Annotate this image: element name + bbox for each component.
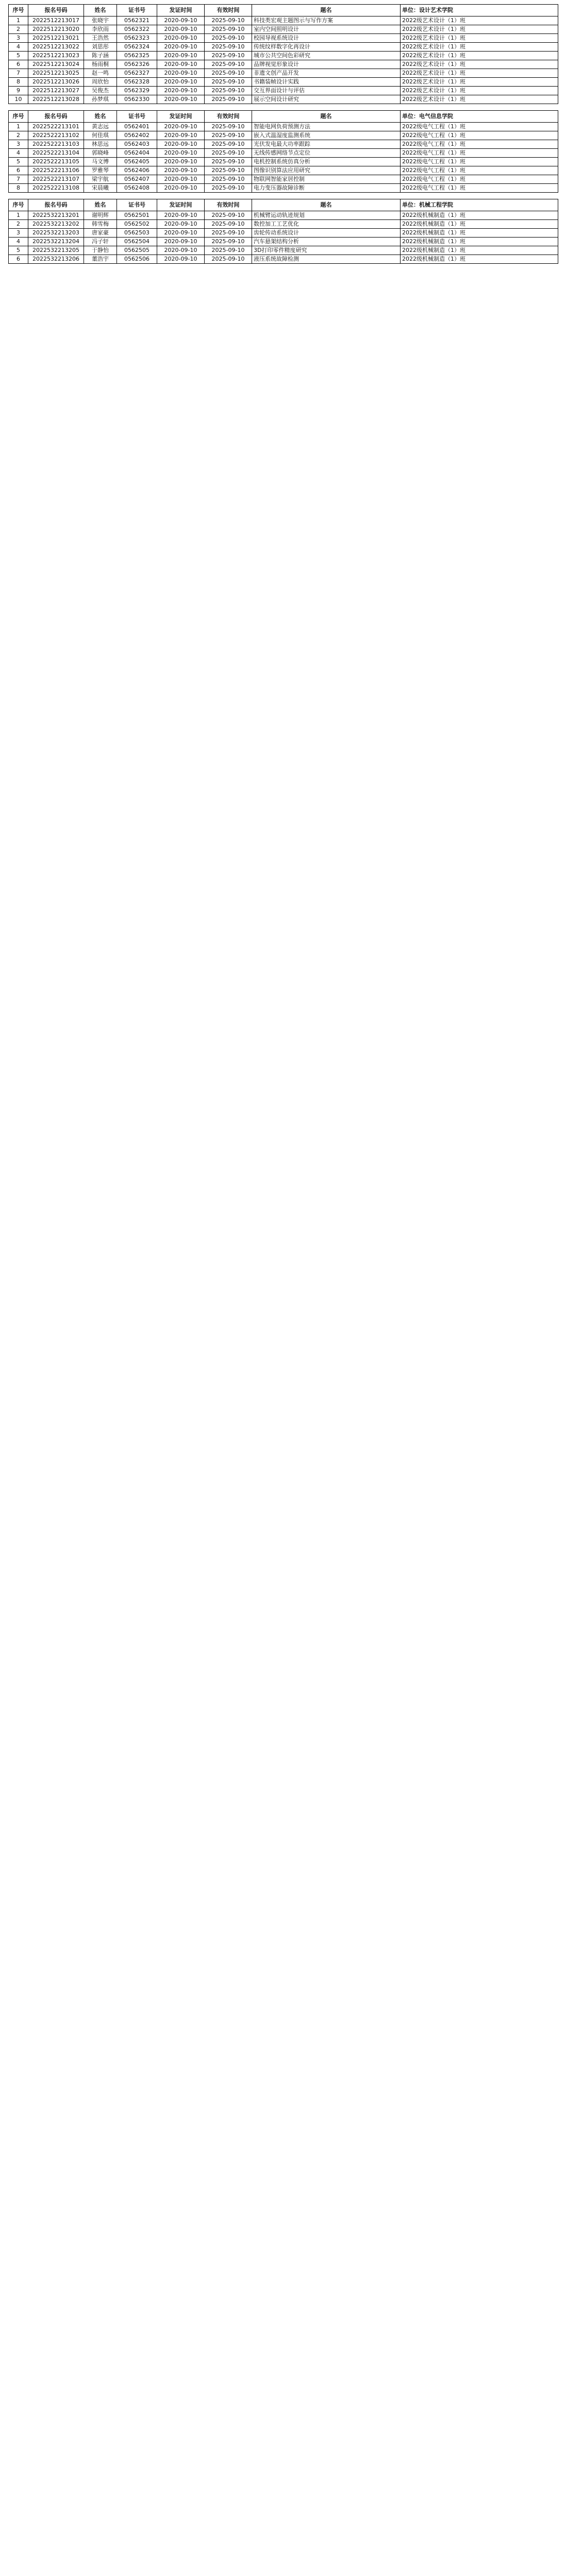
- table-cell: 0562505: [117, 246, 157, 255]
- table-cell: 2022级电气工程（1）班: [401, 123, 558, 131]
- table-cell: 林思远: [84, 140, 117, 149]
- table-cell: 2022级电气工程（1）班: [401, 131, 558, 140]
- table-cell: 2022级电气工程（1）班: [401, 149, 558, 158]
- column-header-valid: 有效时间: [205, 5, 252, 16]
- table-cell: 0562402: [117, 131, 157, 140]
- table-cell: 0562323: [117, 34, 157, 43]
- table-cell: 0562326: [117, 60, 157, 69]
- table-cell: 2022级电气工程（1）班: [401, 184, 558, 193]
- section-table: [8, 4, 558, 104]
- table-cell: 2022级机械制造（1）班: [401, 246, 558, 255]
- table-cell: 校园导视系统设计: [252, 34, 401, 43]
- table-cell: 2022512213023: [28, 52, 84, 60]
- table-cell: 物联网智能家居控制: [252, 175, 401, 184]
- table-row: [9, 238, 558, 246]
- table-cell: 2020-09-10: [157, 166, 205, 175]
- column-header-code: 报名号码: [28, 199, 84, 211]
- table-cell: 2022532213206: [28, 255, 84, 264]
- table-cell: 5: [9, 52, 28, 60]
- table-cell: 8: [9, 184, 28, 193]
- table-cell: 7: [9, 175, 28, 184]
- table-row: [9, 158, 558, 166]
- column-header-idx: 序号: [9, 111, 28, 123]
- table-cell: 2025-09-10: [205, 246, 252, 255]
- table-cell: 宋晨曦: [84, 184, 117, 193]
- table-cell: 郭晓峰: [84, 149, 117, 158]
- table-cell: 2025-09-10: [205, 166, 252, 175]
- table-cell: 0562401: [117, 123, 157, 131]
- table-row: [9, 95, 558, 104]
- table-cell: 2022512213020: [28, 25, 84, 34]
- table-cell: 6: [9, 60, 28, 69]
- table-row: [9, 60, 558, 69]
- table-cell: 智能电网负荷预测方法: [252, 123, 401, 131]
- unit-header: 单位：机械工程学院: [401, 199, 558, 211]
- table-cell: 黄志远: [84, 123, 117, 131]
- table-cell: 2022512213017: [28, 16, 84, 25]
- table-cell: 8: [9, 78, 28, 87]
- section-table: [8, 199, 558, 264]
- table-cell: 2022级艺术设计（1）班: [401, 87, 558, 95]
- table-row: [9, 52, 558, 60]
- table-cell: 0562407: [117, 175, 157, 184]
- column-header-name: 姓名: [84, 111, 117, 123]
- column-header-issued: 发证时间: [157, 5, 205, 16]
- table-cell: 5: [9, 246, 28, 255]
- table-cell: 3: [9, 140, 28, 149]
- table-cell: 2022级艺术设计（1）班: [401, 52, 558, 60]
- table-cell: 冯子轩: [84, 238, 117, 246]
- column-header-valid: 有效时间: [205, 111, 252, 123]
- table-cell: 2025-09-10: [205, 78, 252, 87]
- table-row: [9, 220, 558, 229]
- table-cell: 10: [9, 95, 28, 104]
- table-cell: 3: [9, 229, 28, 238]
- roster-table: [8, 110, 558, 193]
- table-cell: 2022522213106: [28, 166, 84, 175]
- table-cell: 2025-09-10: [205, 255, 252, 264]
- table-cell: 2020-09-10: [157, 69, 205, 78]
- table-cell: 唐家豪: [84, 229, 117, 238]
- table-cell: 孙梦琪: [84, 95, 117, 104]
- table-cell: 3D打印零件精度研究: [252, 246, 401, 255]
- table-cell: 2022级机械制造（1）班: [401, 220, 558, 229]
- table-cell: 机械臂运动轨迹规划: [252, 211, 401, 220]
- table-row: [9, 184, 558, 193]
- column-header-issued: 发证时间: [157, 199, 205, 211]
- table-cell: 0562321: [117, 16, 157, 25]
- table-cell: 2022532213205: [28, 246, 84, 255]
- column-header-name: 姓名: [84, 5, 117, 16]
- table-cell: 图像识别算法应用研究: [252, 166, 401, 175]
- table-cell: 2022512213021: [28, 34, 84, 43]
- table-cell: 4: [9, 149, 28, 158]
- table-row: [9, 175, 558, 184]
- table-row: [9, 246, 558, 255]
- table-cell: 2022级电气工程（1）班: [401, 166, 558, 175]
- table-cell: 2: [9, 220, 28, 229]
- column-header-idx: 序号: [9, 199, 28, 211]
- table-cell: 2020-09-10: [157, 246, 205, 255]
- table-cell: 2025-09-10: [205, 87, 252, 95]
- table-cell: 2020-09-10: [157, 175, 205, 184]
- table-cell: 电机控制系统仿真分析: [252, 158, 401, 166]
- table-cell: 刘思彤: [84, 43, 117, 52]
- table-cell: 电力变压器故障诊断: [252, 184, 401, 193]
- table-cell: 2022512213022: [28, 43, 84, 52]
- table-cell: 3: [9, 34, 28, 43]
- table-cell: 王浩然: [84, 34, 117, 43]
- table-cell: 2025-09-10: [205, 131, 252, 140]
- table-cell: 书籍装帧设计实践: [252, 78, 401, 87]
- header-row: [9, 199, 558, 211]
- table-cell: 0562325: [117, 52, 157, 60]
- table-cell: 2020-09-10: [157, 158, 205, 166]
- column-header-code: 报名号码: [28, 111, 84, 123]
- table-cell: 李欣雨: [84, 25, 117, 34]
- table-cell: 2020-09-10: [157, 123, 205, 131]
- table-cell: 2020-09-10: [157, 131, 205, 140]
- table-cell: 嵌入式温湿度监测系统: [252, 131, 401, 140]
- table-cell: 2020-09-10: [157, 184, 205, 193]
- table-cell: 2025-09-10: [205, 34, 252, 43]
- table-cell: 2025-09-10: [205, 43, 252, 52]
- document: [8, 4, 558, 264]
- column-header-idx: 序号: [9, 5, 28, 16]
- header-row: [9, 111, 558, 123]
- table-cell: 展示空间设计研究: [252, 95, 401, 104]
- table-cell: 2020-09-10: [157, 52, 205, 60]
- table-row: [9, 166, 558, 175]
- unit-header: 单位：电气信息学院: [401, 111, 558, 123]
- table-cell: 0562506: [117, 255, 157, 264]
- table-cell: 2020-09-10: [157, 60, 205, 69]
- table-cell: 0562329: [117, 87, 157, 95]
- table-cell: 交互界面设计与评估: [252, 87, 401, 95]
- table-cell: 0562501: [117, 211, 157, 220]
- table-cell: 2020-09-10: [157, 220, 205, 229]
- table-cell: 2025-09-10: [205, 25, 252, 34]
- table-cell: 2022级艺术设计（1）班: [401, 25, 558, 34]
- table-cell: 2022532213203: [28, 229, 84, 238]
- table-cell: 2022512213024: [28, 60, 84, 69]
- table-cell: 于静怡: [84, 246, 117, 255]
- table-cell: 2022532213201: [28, 211, 84, 220]
- roster-table: [8, 4, 558, 104]
- column-header-issued: 发证时间: [157, 111, 205, 123]
- table-cell: 赵一鸣: [84, 69, 117, 78]
- table-row: [9, 229, 558, 238]
- table-row: [9, 87, 558, 95]
- table-cell: 0562405: [117, 158, 157, 166]
- table-cell: 2022级机械制造（1）班: [401, 238, 558, 246]
- table-cell: 2022级艺术设计（1）班: [401, 95, 558, 104]
- table-cell: 2022512213028: [28, 95, 84, 104]
- table-cell: 2020-09-10: [157, 149, 205, 158]
- table-row: [9, 140, 558, 149]
- table-cell: 2022532213204: [28, 238, 84, 246]
- table-cell: 2022级机械制造（1）班: [401, 211, 558, 220]
- table-cell: 液压系统故障检测: [252, 255, 401, 264]
- table-cell: 2022512213027: [28, 87, 84, 95]
- table-cell: 室内空间照明设计: [252, 25, 401, 34]
- column-header-title: 题名: [252, 199, 401, 211]
- table-cell: 2025-09-10: [205, 95, 252, 104]
- table-row: [9, 78, 558, 87]
- table-cell: 2022522213104: [28, 149, 84, 158]
- table-cell: 梁宇航: [84, 175, 117, 184]
- table-cell: 0562404: [117, 149, 157, 158]
- table-cell: 2025-09-10: [205, 175, 252, 184]
- table-cell: 陈子涵: [84, 52, 117, 60]
- table-cell: 2020-09-10: [157, 95, 205, 104]
- table-cell: 非遗文创产品开发: [252, 69, 401, 78]
- table-cell: 0562327: [117, 69, 157, 78]
- table-cell: 2: [9, 131, 28, 140]
- table-cell: 2022级艺术设计（1）班: [401, 60, 558, 69]
- table-cell: 2020-09-10: [157, 211, 205, 220]
- table-cell: 1: [9, 16, 28, 25]
- table-cell: 2022级电气工程（1）班: [401, 158, 558, 166]
- table-cell: 2020-09-10: [157, 34, 205, 43]
- column-header-code: 报名号码: [28, 5, 84, 16]
- table-row: [9, 149, 558, 158]
- table-cell: 2022级机械制造（1）班: [401, 229, 558, 238]
- table-cell: 董浩宇: [84, 255, 117, 264]
- table-cell: 汽车悬架结构分析: [252, 238, 401, 246]
- table-cell: 2022522213102: [28, 131, 84, 140]
- table-cell: 2025-09-10: [205, 238, 252, 246]
- table-row: [9, 69, 558, 78]
- table-cell: 无线传感网络节点定位: [252, 149, 401, 158]
- table-cell: 2022522213101: [28, 123, 84, 131]
- table-cell: 2022级艺术设计（1）班: [401, 78, 558, 87]
- column-header-valid: 有效时间: [205, 199, 252, 211]
- table-cell: 4: [9, 43, 28, 52]
- table-cell: 2022级电气工程（1）班: [401, 175, 558, 184]
- table-cell: 2022512213026: [28, 78, 84, 87]
- column-header-cert: 证书号: [117, 111, 157, 123]
- table-cell: 0562403: [117, 140, 157, 149]
- table-cell: 4: [9, 238, 28, 246]
- table-cell: 品牌视觉形象设计: [252, 60, 401, 69]
- table-cell: 2022级机械制造（1）班: [401, 255, 558, 264]
- table-cell: 2022522213107: [28, 175, 84, 184]
- table-cell: 2025-09-10: [205, 69, 252, 78]
- table-cell: 2022级艺术设计（1）班: [401, 69, 558, 78]
- table-cell: 6: [9, 255, 28, 264]
- table-cell: 2025-09-10: [205, 52, 252, 60]
- table-cell: 2025-09-10: [205, 140, 252, 149]
- table-cell: 光伏发电最大功率跟踪: [252, 140, 401, 149]
- column-header-title: 题名: [252, 111, 401, 123]
- table-cell: 2020-09-10: [157, 87, 205, 95]
- table-cell: 周欣怡: [84, 78, 117, 87]
- table-row: [9, 43, 558, 52]
- table-cell: 2025-09-10: [205, 149, 252, 158]
- table-cell: 2025-09-10: [205, 211, 252, 220]
- table-cell: 0562322: [117, 25, 157, 34]
- table-cell: 0562503: [117, 229, 157, 238]
- table-cell: 0562408: [117, 184, 157, 193]
- table-cell: 0562502: [117, 220, 157, 229]
- table-row: [9, 131, 558, 140]
- table-cell: 6: [9, 166, 28, 175]
- table-row: [9, 211, 558, 220]
- table-cell: 2022级艺术设计（1）班: [401, 16, 558, 25]
- table-cell: 2020-09-10: [157, 229, 205, 238]
- table-cell: 2022532213202: [28, 220, 84, 229]
- table-cell: 0562504: [117, 238, 157, 246]
- table-cell: 2022522213105: [28, 158, 84, 166]
- table-cell: 2025-09-10: [205, 123, 252, 131]
- table-cell: 2025-09-10: [205, 184, 252, 193]
- unit-header: 单位：设计艺术学院: [401, 5, 558, 16]
- table-cell: 0562406: [117, 166, 157, 175]
- column-header-cert: 证书号: [117, 199, 157, 211]
- table-cell: 2020-09-10: [157, 78, 205, 87]
- table-cell: 韩雪梅: [84, 220, 117, 229]
- table-cell: 科技类宏观主题图示与写作方案: [252, 16, 401, 25]
- table-cell: 5: [9, 158, 28, 166]
- table-cell: 2022522213108: [28, 184, 84, 193]
- table-cell: 2025-09-10: [205, 229, 252, 238]
- table-cell: 罗雅琴: [84, 166, 117, 175]
- table-cell: 0562324: [117, 43, 157, 52]
- table-cell: 2025-09-10: [205, 220, 252, 229]
- table-cell: 杨雨桐: [84, 60, 117, 69]
- table-row: [9, 25, 558, 34]
- table-cell: 1: [9, 211, 28, 220]
- column-header-cert: 证书号: [117, 5, 157, 16]
- table-cell: 2020-09-10: [157, 255, 205, 264]
- table-row: [9, 123, 558, 131]
- column-header-name: 姓名: [84, 199, 117, 211]
- table-cell: 数控加工工艺优化: [252, 220, 401, 229]
- table-cell: 0562330: [117, 95, 157, 104]
- table-cell: 2: [9, 25, 28, 34]
- table-cell: 2022级艺术设计（1）班: [401, 34, 558, 43]
- table-cell: 传统纹样数字化再设计: [252, 43, 401, 52]
- table-cell: 9: [9, 87, 28, 95]
- table-cell: 2025-09-10: [205, 60, 252, 69]
- column-header-title: 题名: [252, 5, 401, 16]
- table-cell: 吴俊杰: [84, 87, 117, 95]
- table-cell: 1: [9, 123, 28, 131]
- table-cell: 2022522213103: [28, 140, 84, 149]
- table-cell: 马文博: [84, 158, 117, 166]
- table-cell: 2022512213025: [28, 69, 84, 78]
- header-row: [9, 5, 558, 16]
- table-cell: 张晓宇: [84, 16, 117, 25]
- table-cell: 2020-09-10: [157, 25, 205, 34]
- section-table: [8, 110, 558, 193]
- table-cell: 城市公共空间色彩研究: [252, 52, 401, 60]
- table-cell: 2020-09-10: [157, 16, 205, 25]
- roster-table: [8, 199, 558, 264]
- table-cell: 7: [9, 69, 28, 78]
- table-row: [9, 34, 558, 43]
- table-cell: 2020-09-10: [157, 238, 205, 246]
- table-cell: 2020-09-10: [157, 140, 205, 149]
- table-row: [9, 16, 558, 25]
- table-cell: 2025-09-10: [205, 16, 252, 25]
- table-cell: 2020-09-10: [157, 43, 205, 52]
- table-cell: 0562328: [117, 78, 157, 87]
- table-cell: 何佳琪: [84, 131, 117, 140]
- table-cell: 齿轮传动系统设计: [252, 229, 401, 238]
- table-cell: 2022级电气工程（1）班: [401, 140, 558, 149]
- table-cell: 谢明辉: [84, 211, 117, 220]
- table-cell: 2025-09-10: [205, 158, 252, 166]
- table-row: [9, 255, 558, 264]
- table-cell: 2022级艺术设计（1）班: [401, 43, 558, 52]
